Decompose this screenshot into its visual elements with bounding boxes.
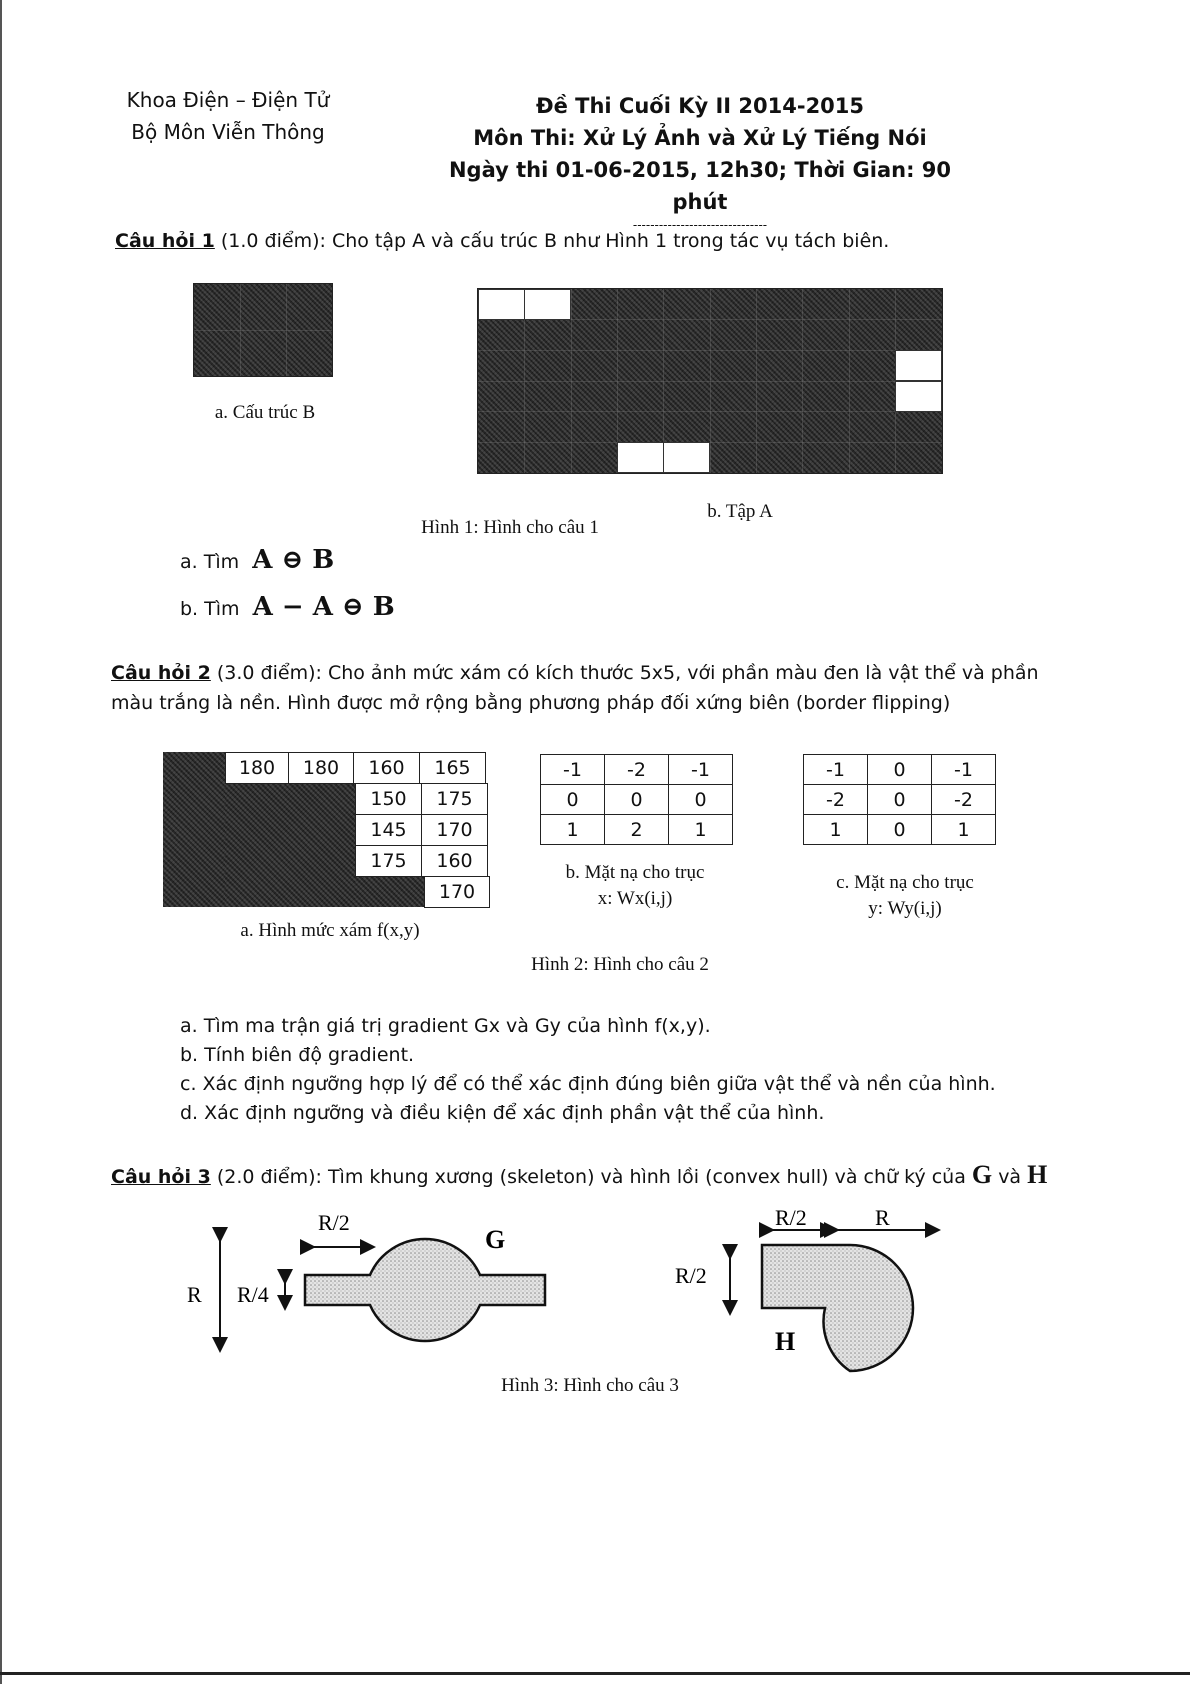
q2-item-c: c. Xác định ngưỡng hợp lý để có thể xác định đúng biên giữa vật thể và nền của hình. <box>180 1073 996 1095</box>
fxy-right-values <box>355 783 488 877</box>
faculty-name: Khoa Điện – Điện Tử <box>126 88 330 112</box>
label-h: H <box>775 1327 796 1356</box>
fxy-cell: 170 <box>422 815 488 846</box>
exam-title: Đề Thi Cuối Kỳ II 2014-2015 <box>535 94 865 118</box>
label-r-g: R <box>187 1282 202 1307</box>
department-name: Bộ Môn Viễn Thông <box>131 120 325 144</box>
header-left <box>108 84 348 148</box>
caption-mask-y-line1: c. Mặt nạ cho trục <box>836 872 974 893</box>
q2-item-b: b. Tính biên độ gradient. <box>180 1044 415 1066</box>
q3-and: và <box>998 1166 1022 1188</box>
fxy-cell: 160 <box>422 846 488 877</box>
mask-y-cell: 0 <box>868 815 932 845</box>
structure-b-image <box>193 283 333 377</box>
q3-shape-g: G <box>971 1160 993 1189</box>
caption-mask-x-line1: b. Mặt nạ cho trục <box>565 862 705 883</box>
fxy-cell: 145 <box>356 815 422 846</box>
q3-text <box>111 1160 1121 1192</box>
q3-title: Câu hỏi 3 <box>111 1166 211 1188</box>
scan-bottom-edge <box>0 1672 1190 1675</box>
mask-x-cell: 0 <box>541 785 605 815</box>
caption-fxy: a. Hình mức xám f(x,y) <box>240 920 420 941</box>
set-a-empty-cell <box>663 442 710 473</box>
figure-3-caption: Hình 3: Hình cho câu 3 <box>501 1375 679 1396</box>
figure-1-caption: Hình 1: Hình cho câu 1 <box>421 517 599 538</box>
caption-mask-y <box>790 870 1020 922</box>
fxy-cell: 170 <box>425 877 490 908</box>
mask-y-cell: -1 <box>804 755 868 785</box>
mask-y-cell: -1 <box>932 755 996 785</box>
q1-text <box>115 226 1115 256</box>
q1-item-a-label: a. Tìm <box>180 551 240 573</box>
set-a-image <box>477 288 943 474</box>
mask-x-cell: 2 <box>605 815 669 845</box>
label-g: G <box>485 1225 506 1254</box>
label-r-h: R <box>875 1205 890 1230</box>
label-r2-g: R/2 <box>318 1210 350 1235</box>
mask-y-table <box>803 754 996 845</box>
exam-subject: Môn Thi: Xử Lý Ảnh và Xử Lý Tiếng Nói <box>473 126 927 150</box>
mask-x-cell: -1 <box>669 755 733 785</box>
caption-set-a: b. Tập A <box>707 501 773 522</box>
q3-body: (2.0 điểm): Tìm khung xương (skeleton) và hình lồi (convex hull) và chữ ký của <box>210 1166 966 1188</box>
mask-x-cell: 1 <box>669 815 733 845</box>
q2-text <box>111 658 1111 718</box>
mask-x-table <box>540 754 733 845</box>
label-r4: R/4 <box>237 1282 269 1307</box>
set-a-empty-cell <box>478 289 525 320</box>
figure-2-caption: Hình 2: Hình cho câu 2 <box>531 954 709 975</box>
mask-x-cell: 0 <box>669 785 733 815</box>
fxy-cell: 180 <box>226 753 289 784</box>
caption-mask-x-line2: x: Wx(i,j) <box>597 888 673 909</box>
label-r2-h-top: R/2 <box>775 1205 807 1230</box>
set-a-empty-cell <box>895 350 942 381</box>
header-separator: ------------------------------- <box>632 218 768 232</box>
q2-item-list <box>180 1012 1080 1128</box>
q1-body: (1.0 điểm): Cho tập A và cấu trúc B như Hình 1 trong tác vụ tách biên. <box>214 230 890 252</box>
q1-item-b <box>180 592 580 632</box>
fxy-top-values <box>225 752 486 784</box>
mask-y-cell: 0 <box>868 755 932 785</box>
fxy-cell: 175 <box>422 784 488 815</box>
q2-title: Câu hỏi 2 <box>111 662 211 684</box>
fxy-cell: 180 <box>289 753 354 784</box>
set-a-empty-cell <box>617 442 664 473</box>
mask-y-cell: 1 <box>804 815 868 845</box>
q1-title: Câu hỏi 1 <box>115 230 215 252</box>
q2-item-a: a. Tìm ma trận giá trị gradient Gx và Gy của hình f(x,y). <box>180 1015 711 1037</box>
set-a-empty-cell <box>895 381 942 412</box>
mask-x-cell: -1 <box>541 755 605 785</box>
fxy-cell: 150 <box>356 784 422 815</box>
caption-mask-y-line2: y: Wy(i,j) <box>868 898 942 919</box>
caption-structure-b: a. Cấu trúc B <box>214 402 316 423</box>
q2-body-line2: màu trắng là nền. Hình được mở rộng bằng phương pháp đối xứng biên (border flipping) <box>111 692 951 714</box>
caption-mask-x <box>520 860 750 912</box>
mask-y-cell: 0 <box>868 785 932 815</box>
header-right <box>430 90 970 232</box>
label-r2-h-side: R/2 <box>675 1263 707 1288</box>
shape-g <box>305 1239 545 1341</box>
q3-shape-h: H <box>1027 1160 1048 1189</box>
q1-item-b-label: b. Tìm <box>180 598 240 620</box>
fxy-cell: 160 <box>354 753 420 784</box>
grayscale-image-fxy <box>163 752 490 907</box>
figure-3-shapes <box>170 1200 970 1390</box>
mask-y-cell: 1 <box>932 815 996 845</box>
q1-item-b-expr: A − A ⊖ B <box>252 592 395 622</box>
fxy-cell: 165 <box>420 753 486 784</box>
fxy-cell: 175 <box>356 846 422 877</box>
scan-edge-line <box>0 0 2 1684</box>
fxy-corner-value <box>424 876 490 908</box>
exam-date: Ngày thi 01-06-2015, 12h30; Thời Gian: 90 phút <box>448 158 952 214</box>
mask-x-cell: 1 <box>541 815 605 845</box>
mask-y-cell: -2 <box>804 785 868 815</box>
set-a-empty-cell <box>524 289 571 320</box>
mask-x-cell: -2 <box>605 755 669 785</box>
mask-y-cell: -2 <box>932 785 996 815</box>
q1-item-a <box>180 545 580 585</box>
q2-item-d: d. Xác định ngưỡng và điều kiện để xác định phần vật thể của hình. <box>180 1102 825 1124</box>
mask-x-cell: 0 <box>605 785 669 815</box>
q1-item-a-expr: A ⊖ B <box>252 545 335 575</box>
q2-body-line1: (3.0 điểm): Cho ảnh mức xám có kích thước 5x5, với phần màu đen là vật thể và phần <box>210 662 1039 684</box>
